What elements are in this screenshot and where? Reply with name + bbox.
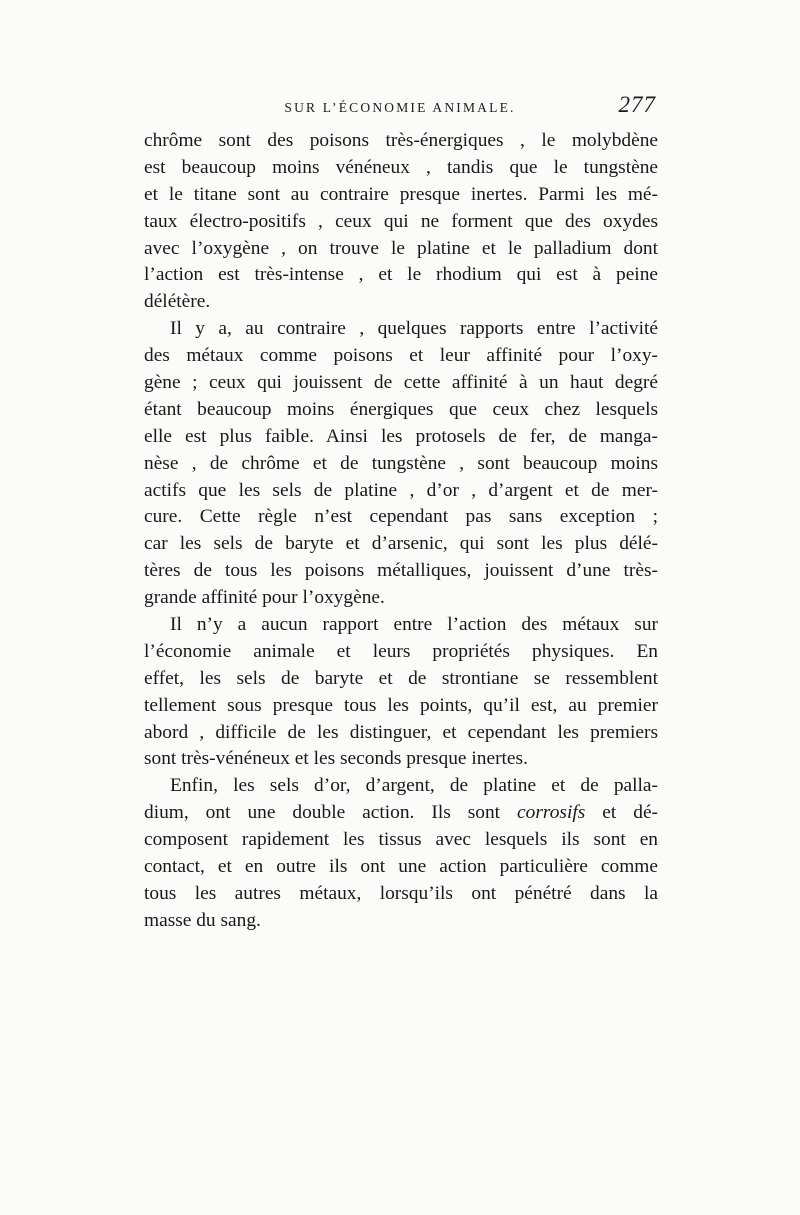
text-line: taux électro-positifs , ceux qui ne forment que des oxydes	[144, 210, 658, 232]
text-line: actifs que les sels de platine , d’or , d’argent et de mer-	[144, 479, 658, 501]
running-title: SUR L’ÉCONOMIE ANIMALE.	[284, 100, 516, 115]
paragraph-3	[144, 612, 658, 773]
text-line: étant beaucoup moins énergiques que ceux chez lesquels	[144, 398, 658, 420]
text-line: Il y a, au contraire , quelques rapports entre l’activité	[170, 318, 658, 340]
text-line: et le titane sont au contraire presque inertes. Parmi les mé-	[144, 183, 658, 205]
text-line: est beaucoup moins vénéneux , tandis que le tungstène	[144, 156, 658, 178]
text-line: masse du sang.	[144, 909, 261, 931]
text-line: chrôme sont des poisons très-énergiques , le molybdène	[144, 130, 658, 151]
text-line: délétère.	[144, 291, 211, 313]
paragraph-4	[144, 773, 658, 934]
text-line: tères de tous les poisons métalliques, jouissent d’une très-	[144, 560, 658, 582]
text-line: gène ; ceux qui jouissent de cette affinité à un haut degré	[144, 372, 658, 394]
text-line: tellement sous presque tous les points, qu’il est, au premier	[144, 694, 658, 716]
text-line: sont très-vénéneux et les seconds presque inertes.	[144, 748, 528, 770]
italic-term: corrosifs	[517, 802, 586, 824]
text-line: tous les autres métaux, lorsqu’ils ont pénétré dans la	[144, 882, 658, 904]
running-head	[140, 92, 660, 122]
text-line: car les sels de baryte et d’arsenic, qui sont les plus délé-	[144, 533, 658, 555]
text-line: effet, les sels de baryte et de strontiane se ressemblent	[144, 667, 658, 689]
text-line: l’action est très-intense , et le rhodium qui est à peine	[144, 264, 658, 286]
page-number: 277	[618, 92, 656, 117]
text-line: avec l’oxygène , on trouve le platine et le palladium dont	[144, 237, 658, 259]
text-line: contact, et en outre ils ont une action particulière comme	[144, 856, 658, 878]
text-line: cure. Cette règle n’est cependant pas sans exception ;	[144, 506, 658, 528]
body-text	[144, 128, 658, 935]
text-line: nèse , de chrôme et de tungstène , sont beaucoup moins	[144, 452, 658, 474]
text-line: l’économie animale et leurs propriétés physiques. En	[144, 640, 658, 662]
text-line: Il n’y a aucun rapport entre l’action des métaux sur	[170, 614, 658, 636]
text-line-with-italic	[144, 800, 658, 827]
paragraph-1	[144, 128, 658, 316]
text-line: elle est plus faible. Ainsi les protosels de fer, de manga-	[144, 425, 658, 447]
text-line: composent rapidement les tissus avec lesquels ils sont en	[144, 829, 658, 851]
paragraph-2	[144, 316, 658, 612]
text-line: abord , difficile de les distinguer, et cependant les premiers	[144, 721, 658, 743]
text-segment: et dé-	[585, 802, 659, 824]
text-segment: dium, ont une double action. Ils sont	[144, 802, 518, 824]
text-line: grande affinité pour l’oxygène.	[144, 587, 385, 609]
text-line: des métaux comme poisons et leur affinité pour l’oxy-	[144, 345, 658, 367]
text-line: Enfin, les sels d’or, d’argent, de platine et de palla-	[170, 775, 658, 797]
